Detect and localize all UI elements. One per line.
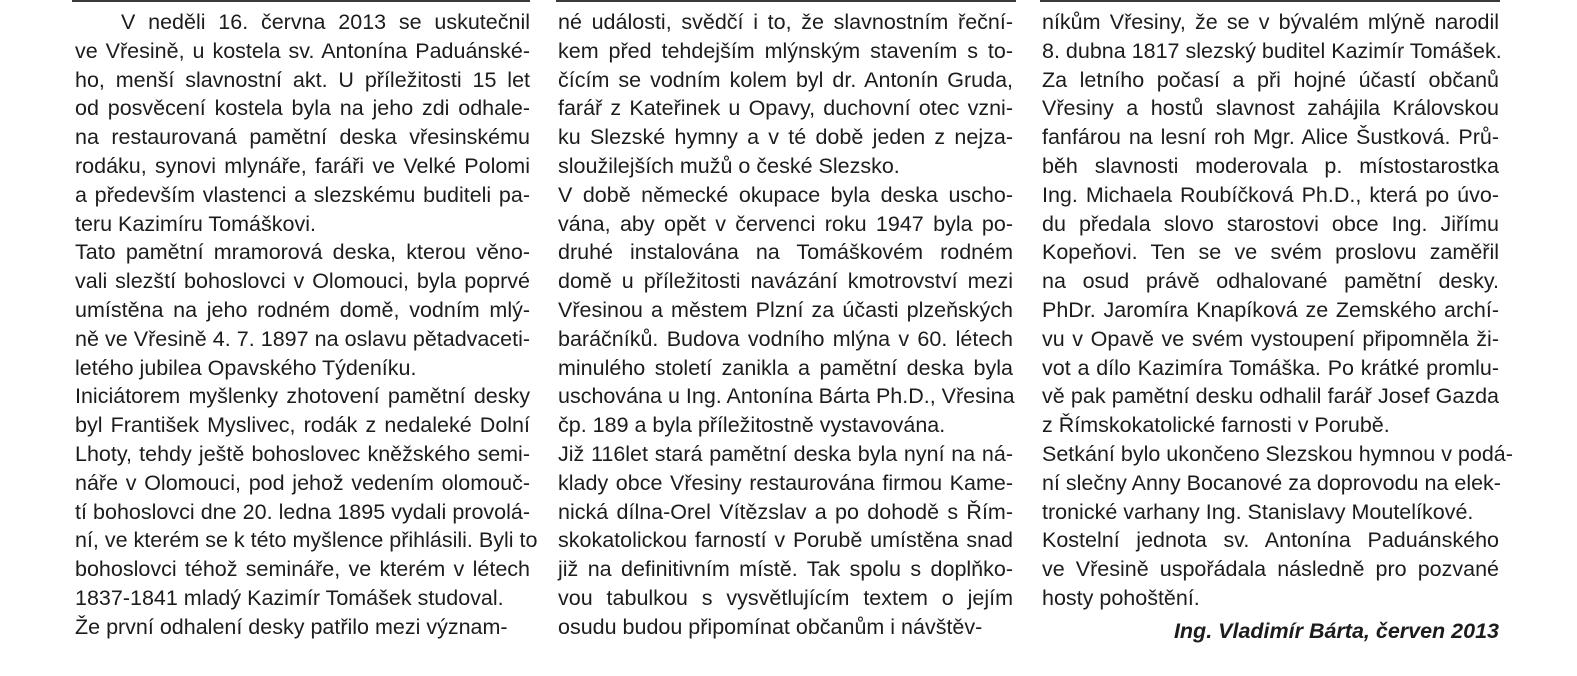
text-line: ve Vřesině uspořádala následně pro pozvané [1042,557,1499,582]
text-line: osudu budou připomínat občanům i návštěv- [558,614,983,639]
paragraph [1042,440,1513,526]
author-signature: Ing. Vladimír Bárta, červen 2013 [1173,618,1499,643]
text-line: domě u příležitosti navázání kmotrovství mezi [558,269,1013,294]
text-line: druhé instalována na Tomáškovém rodném [558,240,1013,265]
article-column-2 [558,8,1013,642]
paragraph [558,440,1013,642]
text-line: V neděli 16. června 2013 se uskutečnil [121,10,530,34]
text-line: níkům Vřesiny, že se v bývalém mlýně narodil [1042,10,1499,34]
paragraph [75,8,530,238]
text-line: baráčníků. Budova vodního mlýna v 60. létech [558,326,1013,351]
text-line: čp. 189 a byla příležitostně vystavována. [558,413,946,438]
text-line: a především vlastenci a slezskému buditeli pa- [75,182,530,207]
text-line: Iniciátorem myšlenky zhotovení pamětní desky [75,384,530,409]
text-line: né události, svědčí i to, že slavnostním řeční- [558,10,1013,34]
text-line: teru Kazimíru Tomáškovi. [75,211,316,236]
text-line: hosty pohoštění. [1042,585,1200,610]
text-line: ní, ve kterém se k této myšlence přihlásili. Byli to [75,528,538,553]
text-line: vu v Opavě ve svém vystoupení připomněla ži- [1042,326,1499,351]
text-line: náře v Olomouci, pod jehož vedením olomouč- [75,470,530,495]
text-line: bohoslovci téhož semináře, ve kterém v létech [75,557,530,582]
text-line: uschována u Ing. Antonína Bárta Ph.D., Vřesina [558,384,1015,409]
top-rule-3 [1040,0,1500,2]
text-line: na osud právě odhalované pamětní desky. [1042,269,1499,294]
paragraph [75,613,530,642]
paragraph [1042,8,1502,440]
text-line: ve Vřesině, u kostela sv. Antonína Paduánské- [75,38,530,63]
text-line: skokatolickou farností v Porubě umístěna snad [558,528,1013,553]
text-line: Tato pamětní mramorová deska, kterou věno- [75,240,530,265]
text-line: ho, menší slavnostní akt. U příležitosti 15 let [75,67,530,92]
paragraph [75,238,530,382]
text-line: vou tabulkou s vysvětlujícím textem o jejím [558,585,1013,610]
article-column-3 [1042,8,1513,646]
article-column-1 [75,8,538,642]
text-line: Za letního počasí a při hojné účastí občanů [1042,67,1499,92]
text-line: kem před tehdejším mlýnským stavením s to- [558,38,1013,63]
text-line: Kopeňovi. Ten se ve svém proslovu zaměřil [1042,240,1499,265]
text-line: ně ve Vřesině 4. 7. 1897 na oslavu pětadvaceti- [75,326,530,351]
text-line: V době německé okupace byla deska uscho- [558,182,1013,207]
text-line: tí bohoslovci dne 20. ledna 1895 vydali provolá- [75,499,530,524]
text-line: Ing. Michaela Roubíčková Ph.D., která po úvo- [1042,182,1499,207]
top-rule-1 [72,0,530,2]
text-line: Setkání bylo ukončeno Slezskou hymnou v podá- [1042,441,1513,466]
text-line: 8. dubna 1817 slezský buditel Kazimír Tomášek. [1042,38,1502,63]
text-line: Již 116let stará pamětní deska byla nyní na ná- [558,441,1013,466]
text-line: tronické varhany Ing. Stanislavy Moutelíkové. [1042,499,1474,524]
text-line: letého jubilea Opavského Týdeníku. [75,355,417,380]
paragraph [75,382,538,612]
text-line: sloužilejších mužů o české Slezsko. [558,153,900,178]
text-line: rodáku, synovi mlynáře, faráři ve Velké Polomi [75,153,530,178]
text-line: minulého století zanikla a pamětní deska byla [558,355,1013,380]
text-line: Že první odhalení desky patřilo mezi význam- [75,614,508,639]
text-line: klady obce Vřesiny restaurována firmou Kame- [558,470,1013,495]
paragraph [1042,526,1499,612]
text-line: z Římskokatolické farnosti v Porubě. [1042,413,1390,438]
text-line: ní slečny Anny Bocanové za doprovodu na elek- [1042,470,1501,495]
text-line: vot a dílo Kazimíra Tomáška. Po krátké promlu- [1042,355,1499,380]
text-line: Vřesinou a městem Plzní za účasti plzeňských [558,297,1013,322]
text-line: ku Slezské hymny a v té době jeden z nejza- [558,125,1013,150]
text-line: čícím se vodním kolem byl dr. Antonín Gruda, [558,67,1013,92]
text-line: farář z Kateřinek u Opavy, duchovní otec vzni- [558,96,1013,121]
paragraph [558,8,1013,181]
text-line: vali slezští bohoslovci v Olomouci, byla poprvé [75,269,530,294]
text-line: vě pak pamětní desku odhalil farář Josef Gazda [1042,384,1499,409]
text-line: umístěna na jeho rodném domě, vodním mlý- [75,297,530,322]
text-line: PhDr. Jaromíra Knapíková ze Zemského archí- [1042,297,1499,322]
text-line: du předala slovo starostovi obce Ing. Jiřímu [1042,211,1499,236]
text-line: byl František Myslivec, rodák z nedaleké Dolní [75,413,530,438]
text-line: na restaurovaná pamětní deska vřesinskému [75,125,530,150]
text-line: 1837-1841 mladý Kazimír Tomášek studoval. [75,585,504,610]
text-line: Kostelní jednota sv. Antonína Paduánského [1042,528,1499,553]
text-line: od posvěcení kostela byla na jeho zdi odhale- [75,96,530,121]
text-line: běh slavnosti moderovala p. místostarostka [1042,153,1499,178]
text-line: nická dílna-Orel Vítězslav a po dohodě s Řím- [558,499,1013,524]
text-line: Lhoty, tehdy ještě bohoslovec kněžského semi- [75,441,530,466]
top-rule-2 [556,0,1016,2]
paragraph [558,181,1013,440]
text-line: vána, aby opět v červenci roku 1947 byla po- [558,211,1013,236]
text-line: již na definitivním místě. Tak spolu s doplňko- [558,557,1013,582]
text-line: fanfárou na lesní roh Mgr. Alice Šustková. Prů- [1042,125,1499,150]
text-line: Vřesiny a hostů slavnost zahájila Královskou [1042,96,1499,121]
